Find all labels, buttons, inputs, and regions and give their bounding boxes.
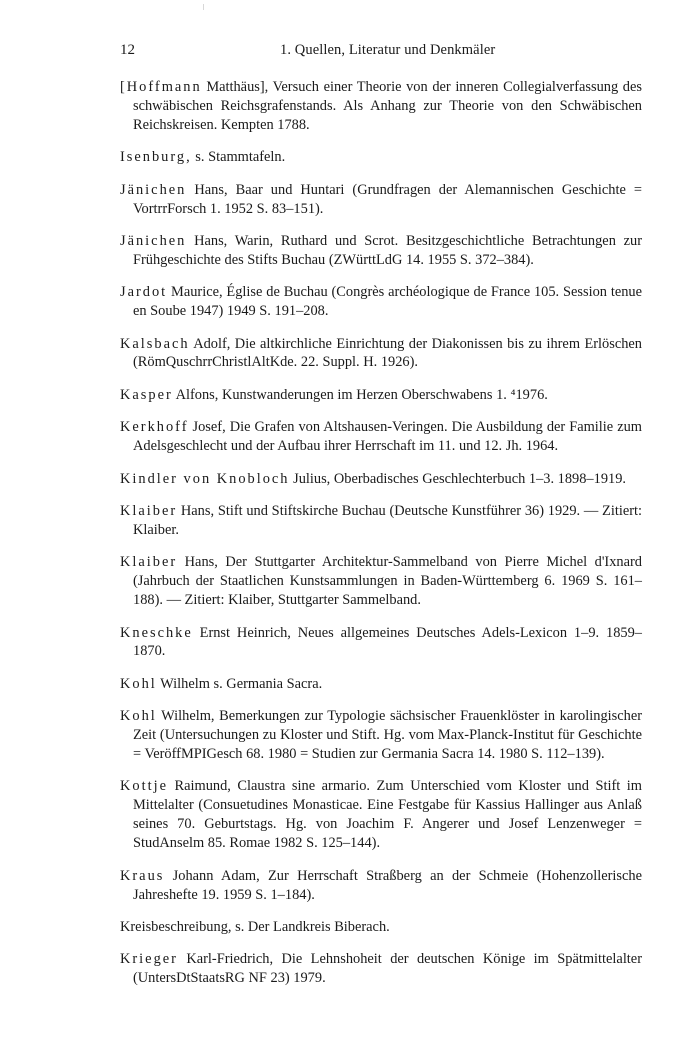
bibliography-entry	[120, 950, 642, 988]
entry-text: Wilhelm, Bemerkungen zur Typologie sächsischer Frauenklöster in karolingischer Zeit (Untersuchungen zu Kloster und Stift. Hg. vom Max-Planck-Institut für Geschichte = VeröffMPIGesch 68. 1980 = Studien zur Germania Sacra 14. 1980 S. 112–139).	[133, 708, 642, 763]
entry-text: Matthäus], Versuch einer Theorie von der inneren Collegialverfassung des schwäbischen Reichsgrafenstands. Als Anhang zur Theorie von den Schwäbischen Reichskreisen. Kempten 1788.	[133, 79, 642, 133]
entry-text: Johann Adam, Zur Herrschaft Straßberg an der Schmeie (Hohenzollerische Jahreshefte 19. 1959 S. 1–184).	[133, 867, 642, 903]
bibliography-entry	[120, 777, 642, 853]
bibliography-entry	[120, 553, 642, 610]
bibliography-list	[120, 78, 642, 1002]
entry-author: Kasper	[120, 386, 173, 403]
entry-text: Ernst Heinrich, Neues allgemeines Deutsches Adels-Lexicon 1–9. 1859–1870.	[133, 624, 642, 660]
entry-author: Jänichen	[120, 232, 187, 249]
running-head: 1. Quellen, Literatur und Denkmäler	[280, 42, 496, 58]
entry-text: Alfons, Kunstwanderungen im Herzen Oberschwabens 1. ⁴1976.	[172, 386, 548, 403]
page-header	[120, 42, 640, 62]
page-number: 12	[120, 42, 135, 58]
entry-text: Hans, Der Stuttgarter Architektur-Sammelband von Pierre Michel d'Ixnard (Jahrbuch der Staatlichen Kunstsammlungen in Baden-Württemberg 6. 1969 S. 161–188). — Zitiert: Klaiber, Stuttgarter Sammelband.	[133, 554, 642, 609]
entry-author: Kalsbach	[120, 335, 190, 352]
entry-author: Kneschke	[120, 624, 193, 641]
bibliography-entry	[120, 624, 642, 662]
entry-text: Hans, Warin, Ruthard und Scrot. Besitzgeschichtliche Betrachtungen zur Frühgeschichte des Stifts Buchau (ZWürttLdG 14. 1955 S. 372–384).	[133, 232, 642, 268]
entry-text: Wilhelm s. Germania Sacra.	[156, 675, 323, 692]
entry-author: Klaiber	[120, 503, 178, 519]
bibliography-entry	[120, 386, 642, 405]
entry-text: Julius, Oberbadisches Geschlechterbuch 1–3. 1898–1919.	[289, 470, 627, 487]
bibliography-entry	[120, 918, 642, 937]
entry-text: Maurice, Église de Buchau (Congrès archéologique de France 105. Session tenue en Soube 1947) 1949 S. 191–208.	[133, 284, 642, 320]
entry-text: Adolf, Die altkirchliche Einrichtung der Diakonissen bis zu ihrem Erlöschen (RömQuschrrChristlAltKde. 22. Suppl. H. 1926).	[133, 335, 642, 371]
entry-author: Krieger	[120, 951, 178, 968]
entry-text: Raimund, Claustra sine armario. Zum Unterschied vom Kloster und Stift im Mittelalter (Consuetudines Monasticae. Eine Festgabe für Kassius Hallinger aus Anlaß seines 70. Geburtstags. Hg. von Joachim F. Angerer und Josef Lenzenweger = StudAnselm 85. Romae 1982 S. 125–144).	[133, 778, 642, 852]
bibliography-entry	[120, 283, 642, 321]
bibliography-entry	[120, 78, 642, 135]
entry-text: s. Stammtafeln.	[191, 149, 286, 166]
entry-author: Kohl	[120, 708, 157, 725]
entry-text: Hans, Baar und Huntari (Grundfragen der Alemannischen Geschichte = VortrrForsch 1. 1952 S. 83–151).	[133, 181, 642, 217]
entry-author: Isenburg,	[120, 149, 192, 166]
bibliography-entry	[120, 418, 642, 456]
entry-text: Kreisbeschreibung, s. Der Landkreis Biberach.	[120, 918, 390, 935]
entry-author: Jardot	[120, 284, 168, 301]
scan-mark	[203, 4, 204, 10]
entry-text: Josef, Die Grafen von Altshausen-Veringen. Die Ausbildung der Familie zum Adelsgeschlecht und der Aufbau ihrer Herrschaft im 11. und 12. Jh. 1964.	[133, 419, 642, 455]
bibliography-entry	[120, 867, 642, 905]
bibliography-entry	[120, 181, 642, 219]
bibliography-entry	[120, 335, 642, 373]
bibliography-entry	[120, 470, 642, 489]
bibliography-entry	[120, 148, 642, 167]
bibliography-entry	[120, 502, 642, 540]
bibliography-entry	[120, 232, 642, 270]
bibliography-entry	[120, 675, 642, 694]
entry-author: [Hoffmann	[120, 79, 202, 95]
entry-text: Hans, Stift und Stiftskirche Buchau (Deutsche Kunstführer 36) 1929. — Zitiert: Klaiber.	[133, 503, 642, 538]
entry-author: Kohl	[120, 675, 157, 692]
entry-author: Klaiber	[120, 554, 178, 571]
entry-author: Jänichen	[120, 181, 187, 198]
entry-text: Karl-Friedrich, Die Lehnshoheit der deutschen Könige im Spätmittelalter (UntersDtStaatsRG NF 23) 1979.	[133, 951, 642, 987]
bibliography-entry	[120, 707, 642, 764]
entry-author: Kraus	[120, 867, 165, 884]
entry-author: Kindler von Knobloch	[120, 470, 290, 487]
entry-author: Kottje	[120, 778, 168, 795]
entry-author: Kerkhoff	[120, 419, 189, 436]
